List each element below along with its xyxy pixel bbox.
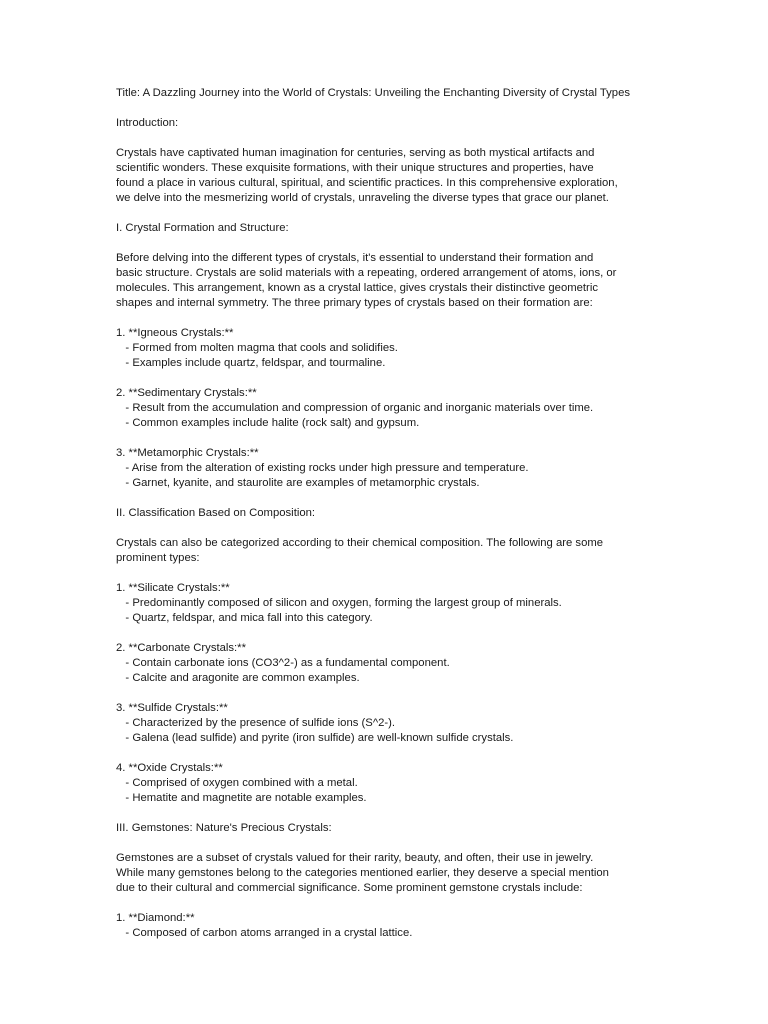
spacer	[116, 806, 661, 821]
paragraph-line: found a place in various cultural, spiritual, and scientific practices. In this comprehensive exploration,	[116, 177, 618, 189]
paragraph-line: basic structure. Crystals are solid materials with a repeating, ordered arrangement of atoms, ions, or	[116, 267, 617, 279]
gemstones-paragraph	[116, 851, 661, 896]
list-item	[116, 581, 661, 626]
spacer	[116, 836, 661, 851]
spacer	[116, 746, 661, 761]
list-item-heading: 1. **Silicate Crystals:**	[116, 582, 230, 594]
list-item	[116, 701, 661, 746]
document-title: Title: A Dazzling Journey into the World of Crystals: Unveiling the Enchanting Diversity of Crystal Types	[116, 87, 631, 99]
list-item-bullet: - Hematite and magnetite are notable examples.	[116, 792, 367, 804]
list-item-bullet: - Predominantly composed of silicon and oxygen, forming the largest group of minerals.	[116, 597, 562, 609]
list-item-bullet: - Result from the accumulation and compression of organic and inorganic materials over time.	[116, 402, 594, 414]
section-heading-gemstones: III. Gemstones: Nature's Precious Crystals:	[116, 822, 332, 834]
paragraph-line: molecules. This arrangement, known as a crystal lattice, gives crystals their distinctive geometric	[116, 282, 598, 294]
paragraph-line: shapes and internal symmetry. The three primary types of crystals based on their formation are:	[116, 297, 593, 309]
list-item	[116, 326, 661, 371]
formation-paragraph	[116, 251, 661, 311]
spacer	[116, 131, 661, 146]
spacer	[116, 626, 661, 641]
spacer	[116, 686, 661, 701]
section-heading-composition: II. Classification Based on Composition:	[116, 507, 316, 519]
list-item-bullet: - Characterized by the presence of sulfide ions (S^2-).	[116, 717, 396, 729]
spacer	[116, 896, 661, 911]
paragraph-line: Before delving into the different types of crystals, it's essential to understand their formation and	[116, 252, 594, 264]
list-item	[116, 911, 661, 941]
intro-paragraph	[116, 146, 661, 206]
spacer	[116, 206, 661, 221]
section-heading-formation: I. Crystal Formation and Structure:	[116, 222, 289, 234]
spacer	[116, 521, 661, 536]
paragraph-line: we delve into the mesmerizing world of crystals, unraveling the diverse types that grace our planet.	[116, 192, 609, 204]
list-item-bullet: - Common examples include halite (rock salt) and gypsum.	[116, 417, 420, 429]
spacer	[116, 101, 661, 116]
paragraph-line: scientific wonders. These exquisite formations, with their unique structures and properties, have	[116, 162, 594, 174]
paragraph-line: Crystals have captivated human imagination for centuries, serving as both mystical artifacts and	[116, 147, 595, 159]
paragraph-line: Crystals can also be categorized according to their chemical composition. The following are some	[116, 537, 604, 549]
list-item-bullet: - Quartz, feldspar, and mica fall into this category.	[116, 612, 373, 624]
list-item	[116, 386, 661, 431]
list-item-heading: 2. **Carbonate Crystals:**	[116, 642, 246, 654]
paragraph-line: due to their cultural and commercial significance. Some prominent gemstone crystals include:	[116, 882, 583, 894]
spacer	[116, 431, 661, 446]
list-item-bullet: - Comprised of oxygen combined with a metal.	[116, 777, 358, 789]
paragraph-line: Gemstones are a subset of crystals valued for their rarity, beauty, and often, their use in jewelry.	[116, 852, 594, 864]
list-item-bullet: - Arise from the alteration of existing rocks under high pressure and temperature.	[116, 462, 529, 474]
list-item-bullet: - Examples include quartz, feldspar, and tourmaline.	[116, 357, 386, 369]
list-item-heading: 3. **Sulfide Crystals:**	[116, 702, 228, 714]
list-item-heading: 2. **Sedimentary Crystals:**	[116, 387, 257, 399]
spacer	[116, 311, 661, 326]
spacer	[116, 371, 661, 386]
composition-paragraph	[116, 536, 661, 566]
list-item-bullet: - Composed of carbon atoms arranged in a crystal lattice.	[116, 927, 413, 939]
list-item	[116, 761, 661, 806]
list-item-bullet: - Garnet, kyanite, and staurolite are examples of metamorphic crystals.	[116, 477, 480, 489]
list-item-bullet: - Galena (lead sulfide) and pyrite (iron sulfide) are well-known sulfide crystals.	[116, 732, 514, 744]
list-item-heading: 1. **Diamond:**	[116, 912, 195, 924]
paragraph-line: While many gemstones belong to the categories mentioned earlier, they deserve a special mention	[116, 867, 609, 879]
spacer	[116, 236, 661, 251]
paragraph-line: prominent types:	[116, 552, 200, 564]
document-page	[116, 86, 661, 941]
list-item	[116, 446, 661, 491]
spacer	[116, 566, 661, 581]
list-item-bullet: - Calcite and aragonite are common examples.	[116, 672, 360, 684]
spacer	[116, 491, 661, 506]
list-item-bullet: - Formed from molten magma that cools and solidifies.	[116, 342, 398, 354]
list-item-heading: 1. **Igneous Crystals:**	[116, 327, 234, 339]
list-item	[116, 641, 661, 686]
list-item-heading: 4. **Oxide Crystals:**	[116, 762, 223, 774]
list-item-bullet: - Contain carbonate ions (CO3^2-) as a fundamental component.	[116, 657, 450, 669]
intro-heading: Introduction:	[116, 117, 179, 129]
list-item-heading: 3. **Metamorphic Crystals:**	[116, 447, 259, 459]
